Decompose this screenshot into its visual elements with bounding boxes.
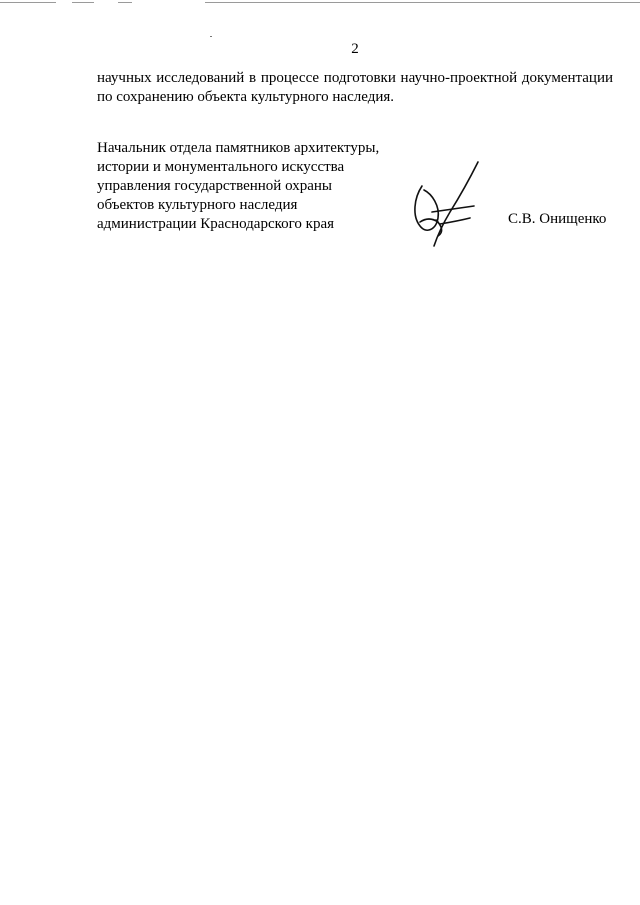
scan-artifact-line (205, 2, 640, 3)
scan-artifact-line (118, 2, 132, 3)
body-line: по сохранению объекта культурного наследия. (97, 89, 395, 105)
signature-icon (408, 160, 488, 248)
signatory-title-line: Начальник отдела памятников архитектуры, (97, 140, 380, 156)
signatory-title (97, 139, 379, 234)
signatory-name: С.В. Онищенко (508, 211, 607, 227)
signatory-title-line: администрации Краснодарского края (97, 216, 335, 232)
body-line: научных исследований в процессе подготовки научно-проектной документации (97, 70, 613, 86)
scan-speck (210, 36, 212, 37)
signatory-title-line: объектов культурного наследия (97, 197, 298, 213)
scan-artifact-line (72, 2, 94, 3)
scan-artifact-line (0, 2, 56, 3)
signatory-title-line: истории и монументального искусства (97, 159, 345, 175)
page-number: 2 (351, 41, 359, 57)
body-paragraph (97, 69, 613, 107)
signatory-title-line: управления государственной охраны (97, 178, 332, 194)
